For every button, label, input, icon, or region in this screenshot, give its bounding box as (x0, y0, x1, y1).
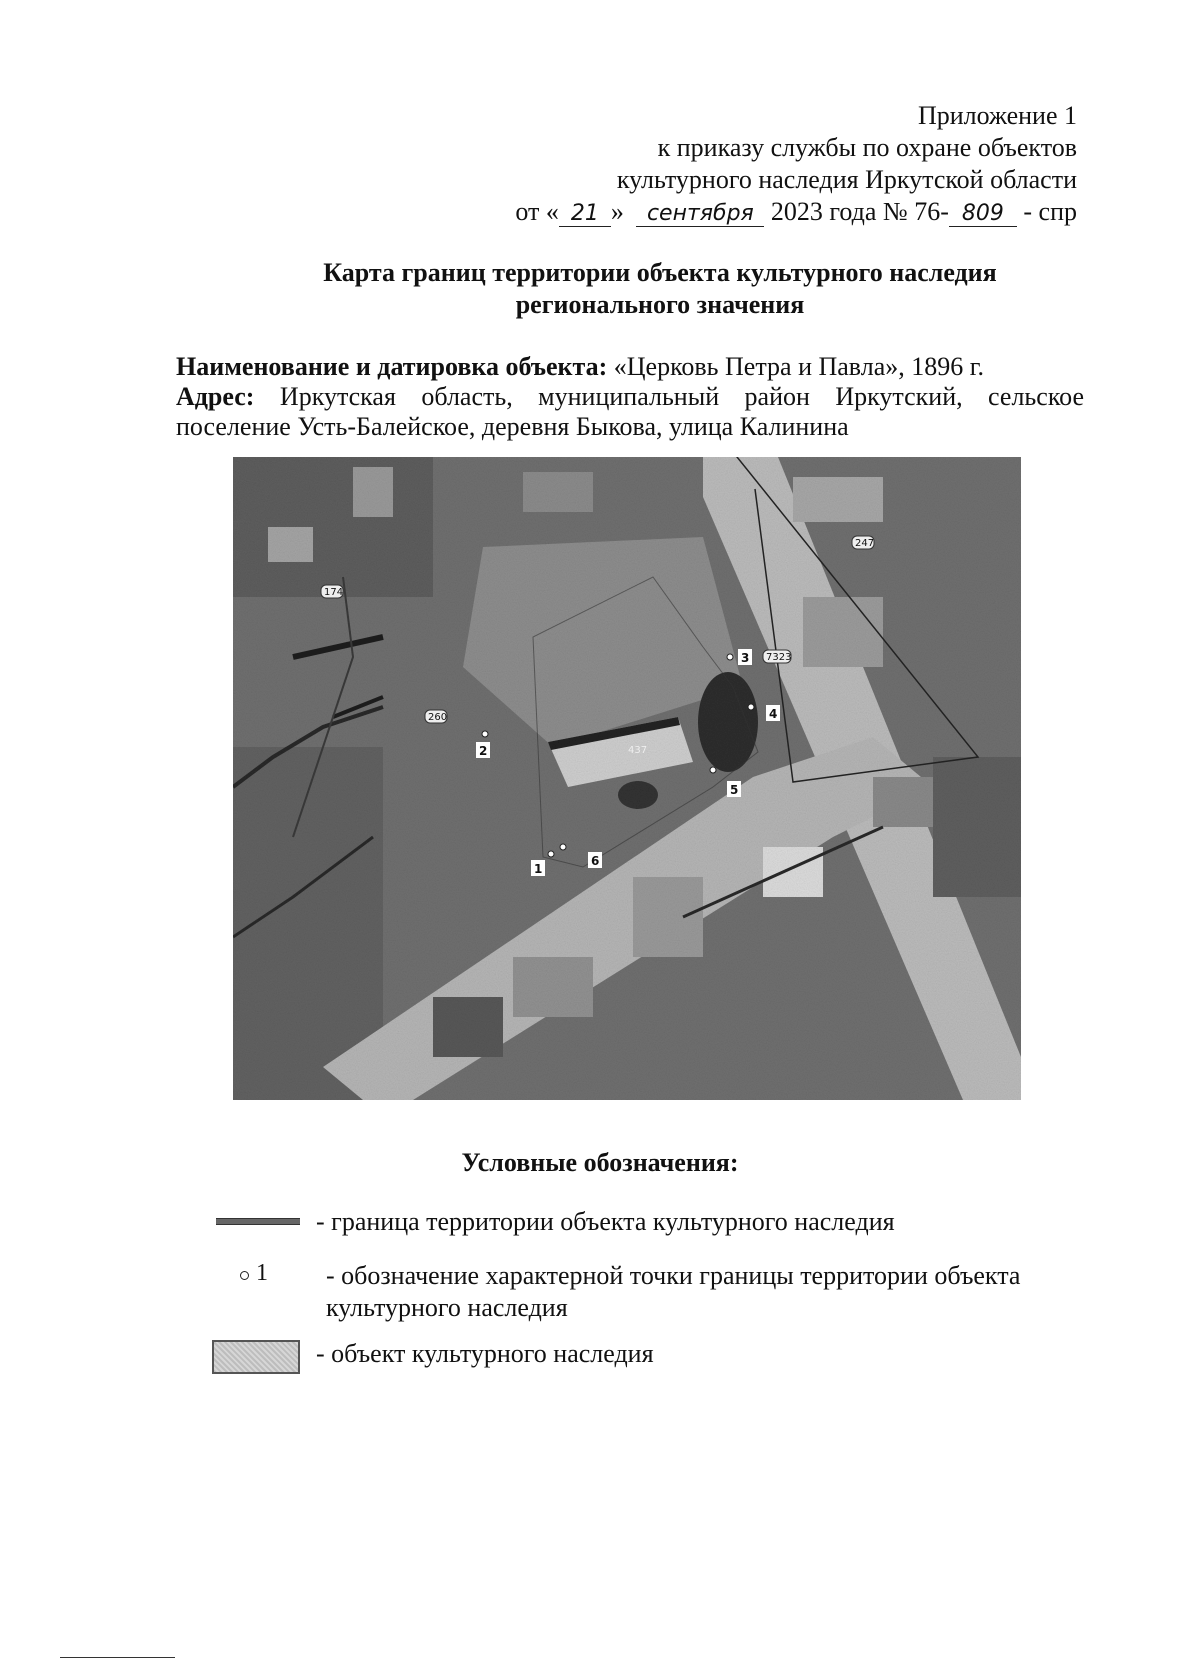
legend-item-boundary: - граница территории объекта культурного наследия (316, 1207, 895, 1236)
footer-rule (60, 1657, 175, 1658)
point-symbol-label: 1 (256, 1260, 268, 1286)
point-symbol-icon (240, 1271, 249, 1280)
order-reference: к приказу службы по охране объектов (657, 133, 1077, 162)
heritage-object-symbol (212, 1340, 300, 1374)
handwritten-day: 21 (559, 202, 611, 227)
address-value: Иркутская область, муниципальный район Иркутский, сельское поселение Усть-Балейское, деревня Быкова, улица Калинина (176, 382, 1085, 441)
authority-name: культурного наследия Иркутской области (616, 165, 1077, 194)
boundary-map (233, 457, 1021, 1100)
address-label: Адрес: (176, 382, 255, 411)
appendix-label: Приложение 1 (917, 101, 1077, 130)
boundary-point-2: 2 (479, 744, 488, 758)
legend-title: Условные обозначения: (461, 1148, 739, 1177)
legend-item-point: - обозначение характерной точки границы территории объекта культурного наследия (326, 1261, 1021, 1322)
document-title: Карта границ территории объекта культурного наследия регионального значения (323, 258, 997, 319)
order-header (515, 100, 1077, 228)
object-address (176, 382, 1084, 442)
object-name-value: «Церковь Петра и Павла», 1896 г. (613, 352, 984, 381)
handwritten-order-number: 809 (949, 202, 1017, 227)
handwritten-month: сентября (636, 202, 764, 227)
object-info (176, 352, 1084, 442)
boundary-point-6: 6 (591, 854, 600, 868)
boundary-point-1: 1 (534, 862, 543, 876)
boundary-point-5: 5 (730, 783, 739, 797)
boundary-point-4: 4 (769, 707, 778, 721)
object-name-label: Наименование и датировка объекта: (176, 352, 608, 381)
parcel-label-260: 260 (428, 712, 448, 723)
order-date-line: от « 21 » сентября 2023 года № 76- 809 - спр (515, 197, 1077, 226)
boundary-line-symbol (216, 1218, 300, 1225)
boundary-point-3: 3 (741, 651, 750, 665)
legend-item-object: - объект культурного наследия (316, 1339, 654, 1368)
parcel-label-174: 174 (324, 587, 344, 598)
object-name (176, 352, 1084, 382)
aerial-map-image (233, 457, 1021, 1100)
parcel-label-7323: 7323 (766, 652, 792, 663)
parcel-label-247: 247 (855, 538, 875, 549)
parcel-label-437: 437 (628, 745, 648, 756)
